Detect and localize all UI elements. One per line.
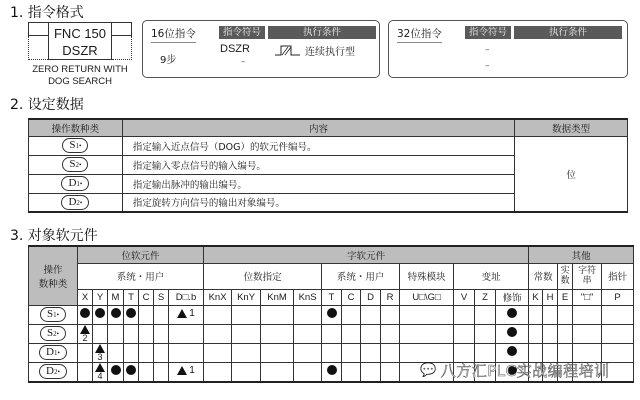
fnc-mnemonic: DSZR [62,43,98,58]
symbol-header: 指令符号 [219,26,265,39]
column-header: KnY [232,289,261,305]
bit16-label: 16位指令 [151,26,196,43]
group-other: 其他 [529,246,634,263]
column-header: V [454,289,475,305]
device-cell [529,305,543,324]
sub-real-number: 实 数 [558,263,573,289]
column-header: D□.b [169,289,204,305]
column-header: E [558,289,573,305]
device-cell [381,343,400,362]
device-cell [78,324,93,343]
column-header: K [529,289,543,305]
device-cell [322,362,342,382]
device-cell [232,343,261,362]
operand-cell [29,362,78,382]
device-cell [322,305,342,324]
wechat-icon: 💬 [420,363,437,378]
operand-d1: D1• [61,176,89,191]
section-heading-target-devices: 3. 对象软元件 [10,228,98,244]
device-cell [294,324,322,343]
device-cell [169,362,204,382]
column-header: Y [93,289,108,305]
device-cell [400,324,454,343]
supported-dot-icon [80,308,90,318]
operand-description: 指定输入近点信号（DOG）的软元件编号。 [122,136,514,155]
column-header: D [361,289,381,305]
continuous-execution-icon [275,45,301,56]
sub-special-module: 特殊模块 [400,263,454,289]
column-header: T [322,289,342,305]
sub-pointer: 指针 [602,263,634,289]
bit16-steps: 9步 [160,55,177,66]
bit32-dash-2: – [485,61,490,71]
device-cell [108,305,124,324]
sub-string: 字符 串 [573,263,602,289]
caption-line-1: ZERO RETURN WITH [32,64,128,75]
device-cell [124,305,139,324]
device-cell [381,362,400,382]
device-cell [204,305,232,324]
fnc-left-bracket [28,22,48,36]
device-cell [154,362,169,382]
restricted-triangle-icon: 1 [177,308,195,319]
column-header: T [124,289,139,305]
column-header: 修饰 [496,289,529,305]
sub-digit-designation: 位数指定 [204,263,322,289]
device-cell [496,305,529,324]
operand-description: 指定输入零点信号的输入编号。 [122,155,514,174]
bit32-instruction-box [388,20,628,78]
section-heading-instruction-format: 1. 指令格式 [10,5,84,21]
device-cell [342,343,361,362]
device-cell [381,305,400,324]
operand-description: 指定输出脉冲的输出编号。 [122,174,514,193]
device-cell [93,362,108,382]
operand-badge: S2• [40,326,66,341]
supported-dot-icon [126,365,136,375]
device-cell [558,324,573,343]
device-cell [93,305,108,324]
device-cell [261,343,294,362]
operand-d2: D2• [61,195,89,210]
supported-dot-icon [507,308,517,318]
condition-header: 执行条件 [268,26,376,39]
bit16-mnemonic: DSZR [220,43,250,55]
device-cell [475,305,496,324]
fnc-dotted-bottom-left [28,59,48,60]
device-cell [169,305,204,324]
device-cell [169,324,204,343]
device-cell [475,324,496,343]
device-cell [342,362,361,382]
fnc-symbol [28,22,132,60]
device-cell [124,362,139,382]
table-row [29,136,628,155]
condition-header-32: 执行条件 [514,26,622,39]
column-header: M [108,289,124,305]
device-cell [294,305,322,324]
device-cell [204,362,232,382]
column-header: KnM [261,289,294,305]
operand-cell [29,305,78,324]
device-cell [342,324,361,343]
supported-dot-icon [507,346,517,356]
device-cell [232,362,261,382]
header-content: 内容 [122,119,514,136]
sub-system-user-word: 系统・用户 [322,263,400,289]
device-cell [154,343,169,362]
operand-cell [29,324,78,343]
column-header: KnX [204,289,232,305]
group-bit-device: 位软元件 [78,246,204,263]
condition-text: 连续执行型 [305,47,355,58]
group-word-device: 字软元件 [204,246,529,263]
bit32-label: 32位指令 [397,26,442,43]
supported-dot-icon [95,308,105,318]
device-cell [529,324,543,343]
device-cell [361,362,381,382]
device-cell [108,343,124,362]
device-cell [93,343,108,362]
column-header: X [78,289,93,305]
operand-badge: S1• [40,307,66,322]
table-row [29,305,634,324]
device-cell [361,343,381,362]
column-header: S [154,289,169,305]
operand-s2: S2• [62,157,88,172]
restricted-triangle-icon: 2 [80,325,90,343]
device-cell [154,324,169,343]
column-header: P [602,289,634,305]
device-cell [322,324,342,343]
sub-system-user-bit: 系统・用户 [78,263,204,289]
fnc-number: FNC 150 [53,26,107,41]
execution-condition [275,43,355,58]
device-cell [124,324,139,343]
operand-description: 指定旋转方向信号的输出对象编号。 [122,193,514,212]
device-cell [78,305,93,324]
sub-constant: 常数 [529,263,558,289]
fnc-box [48,22,112,60]
supported-dot-icon [327,365,337,375]
supported-dot-icon [111,308,121,318]
table-row [29,324,634,343]
restricted-triangle-icon: 1 [177,365,195,376]
header-operand-type: 操作 数种类 [29,246,78,305]
supported-dot-icon [111,365,121,375]
operand-badge: D2• [39,364,67,379]
operand-badge: D1• [39,345,67,360]
operand-s1: S1• [62,138,88,153]
device-cell [294,362,322,382]
fnc-dotted-right [131,36,132,60]
header-data-type: 数据类型 [515,119,628,136]
device-cell [543,324,558,343]
section-heading-setting-data: 2. 设定数据 [10,97,84,113]
device-cell [261,362,294,382]
device-cell [294,343,322,362]
device-cell [602,305,634,324]
device-cell [204,324,232,343]
symbol-header-32: 指令符号 [465,26,511,39]
device-cell [361,305,381,324]
device-cell [108,362,124,382]
device-cell [169,343,204,362]
device-cell [78,343,93,362]
device-cell [573,324,602,343]
device-cell [361,324,381,343]
device-cell [93,324,108,343]
setting-data-table [28,118,628,213]
restricted-triangle-icon: 3 [95,344,105,362]
device-cell [573,305,602,324]
bit16-instruction-box [142,20,380,78]
fnc-caption [22,64,138,88]
device-cell [543,305,558,324]
bit16-mnemonic-dash: – [241,57,246,67]
device-cell [400,305,454,324]
device-cell [602,324,634,343]
watermark [420,360,610,381]
data-type-value: 位 [515,136,628,212]
device-cell [78,362,93,382]
device-cell [232,305,261,324]
device-cell [139,324,154,343]
fnc-right-bracket [112,22,132,36]
supported-dot-icon [126,308,136,318]
device-cell [342,305,361,324]
caption-line-2: DOG SEARCH [48,76,112,87]
device-cell [154,305,169,324]
column-header: C [342,289,361,305]
device-cell [496,324,529,343]
restricted-triangle-icon: 4 [95,363,105,381]
device-cell [204,343,232,362]
supported-dot-icon [327,308,337,318]
column-header: H [543,289,558,305]
bit32-dash-1: – [485,45,490,55]
device-cell [261,305,294,324]
device-cell [124,343,139,362]
device-cell [381,324,400,343]
device-cell [108,324,124,343]
column-header: C [139,289,154,305]
device-cell [139,362,154,382]
device-cell [454,305,475,324]
watermark-text: 八方汇PLC实战编程培训 [440,362,610,380]
device-cell [454,324,475,343]
device-cell [558,305,573,324]
device-cell [139,305,154,324]
column-header: R [381,289,400,305]
device-cell [322,343,342,362]
device-cell [261,324,294,343]
operand-cell [29,343,78,362]
column-header: U□\G□ [400,289,454,305]
supported-dot-icon [507,327,517,337]
device-cell [232,324,261,343]
column-header: "□" [573,289,602,305]
fnc-dotted-left [28,36,29,60]
device-cell [139,343,154,362]
column-header: Z [475,289,496,305]
column-header: KnS [294,289,322,305]
fnc-dotted-bottom-right [112,59,132,60]
sub-index: 变址 [454,263,529,289]
header-operand-type: 操作数种类 [29,119,123,136]
